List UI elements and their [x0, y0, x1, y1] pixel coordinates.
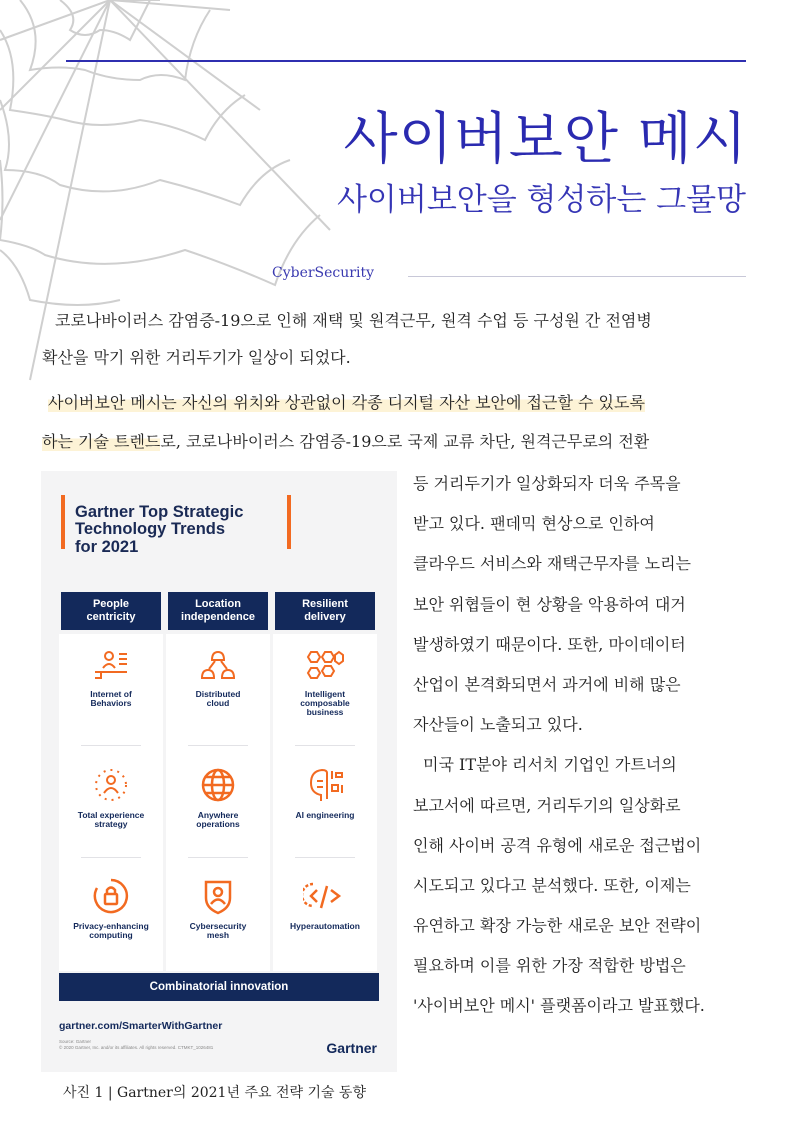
hexagon-cluster-icon	[303, 648, 347, 684]
trend-internet-of-behaviors: Internet of Behaviors	[59, 648, 163, 708]
cloud-network-icon	[198, 648, 238, 684]
figure-url: gartner.com/SmarterWithGartner	[59, 1020, 223, 1032]
gartner-trends-figure	[41, 471, 397, 1072]
figure-title-line: Technology Trends	[75, 520, 226, 539]
column-line: 보고서에 따르면, 거리두기의 일상화로	[413, 795, 681, 815]
cell-divider	[188, 857, 248, 858]
column-line: 자산들이 노출되고 있다.	[413, 715, 583, 735]
figure-caption: 사진 1 | Gartner의 2021년 주요 전략 기술 동향	[63, 1085, 366, 1101]
figure-title	[75, 504, 243, 556]
trend-hyperautomation: Hyperautomation	[273, 876, 377, 931]
orange-accent-bar	[61, 495, 65, 549]
column-line: 발생하였기 때문이다. 또한, 마이데이터	[413, 634, 686, 654]
highlight-line-1	[48, 395, 645, 411]
globe-icon	[198, 765, 238, 805]
section-label: CyberSecurity	[272, 265, 374, 281]
body-column	[413, 474, 753, 1037]
section-divider	[408, 276, 746, 277]
gear-code-icon	[303, 876, 347, 916]
column-line: 필요하며 이를 위한 가장 적합한 방법은	[413, 956, 686, 976]
shield-user-icon	[198, 876, 238, 916]
gartner-logo: Gartner	[326, 1040, 377, 1056]
highlight-line-2	[42, 434, 649, 450]
column-line: 클라우드 서비스와 재택근무자를 노리는	[413, 554, 692, 574]
header-rule	[66, 60, 746, 62]
column-line: 미국 IT분야 리서치 기업인 가트너의	[423, 755, 677, 775]
cell-divider	[295, 857, 355, 858]
figure-title-line: Gartner Top Strategic	[75, 503, 244, 521]
cell-divider	[81, 745, 141, 746]
column-line: 인해 사이버 공격 유형에 새로운 접근법이	[413, 835, 702, 855]
highlighted-text: 하는 기술 트렌드	[42, 432, 161, 451]
privacy-lock-icon	[91, 876, 131, 916]
trend-cybersecurity-mesh: Cybersecurity mesh	[166, 876, 270, 940]
column-line: '사이버보안 메시' 플랫폼이라고 발표했다.	[413, 996, 705, 1016]
column-line: 산업이 본격화되면서 과거에 비해 많은	[413, 674, 681, 694]
column-header-resilient: Resilient delivery	[275, 592, 375, 630]
intro-line-2: 확산을 막기 위한 거리두기가 일상이 되었다.	[42, 348, 351, 367]
intro-line-1: 코로나바이러스 감염증-19으로 인해 재택 및 원격근무, 원격 수업 등 구성원 간 전염병	[55, 311, 652, 330]
body-text: 로, 코로나바이러스 감염증-19으로 국제 교류 차단, 원격근무로의 전환	[160, 432, 650, 451]
trend-total-experience: Total experience strategy	[59, 765, 163, 829]
trend-distributed-cloud: Distributed cloud	[166, 648, 270, 708]
highlighted-text: 사이버보안 메시는 자신의 위치와 상관없이 각종 디지털 자산 보안에 접근할 수 있도록	[48, 393, 645, 412]
column-header-location: Location independence	[168, 592, 268, 630]
cell-divider	[188, 745, 248, 746]
trend-anywhere-operations: Anywhere operations	[166, 765, 270, 829]
page-subtitle: 사이버보안을 형성하는 그물망	[336, 182, 746, 218]
experience-icon	[91, 765, 131, 805]
orange-accent-bar	[287, 495, 291, 549]
column-line: 등 거리두기가 일상화되자 더욱 주목을	[413, 474, 681, 493]
column-header-people: People centricity	[61, 592, 161, 630]
behaviors-icon	[91, 648, 131, 684]
column-line: 유연하고 확장 가능한 새로운 보안 전략이	[413, 916, 702, 936]
trend-ai-engineering: AI engineering	[273, 765, 377, 820]
figure-source: Source: Gartner © 2020 Gartner, Inc. and/or its affiliates. All rights reserved. CTMKT_1026481	[59, 1039, 214, 1050]
trend-privacy-enhancing: Privacy-enhancing computing	[59, 876, 163, 940]
column-line: 받고 있다. 팬데믹 현상으로 인하여	[413, 514, 655, 534]
cell-divider	[81, 857, 141, 858]
trend-intelligent-composable-business: Intelligent composable business	[273, 648, 377, 717]
figure-title-line: for 2021	[75, 537, 139, 556]
ai-head-icon	[305, 765, 345, 805]
column-line: 시도되고 있다고 분석했다. 또한, 이제는	[413, 875, 691, 895]
page-title: 사이버보안 메시	[343, 107, 748, 172]
cell-divider	[295, 745, 355, 746]
column-line: 보안 위협들이 현 상황을 악용하여 대거	[413, 594, 686, 614]
combinatorial-innovation-bar: Combinatorial innovation	[59, 973, 379, 1001]
